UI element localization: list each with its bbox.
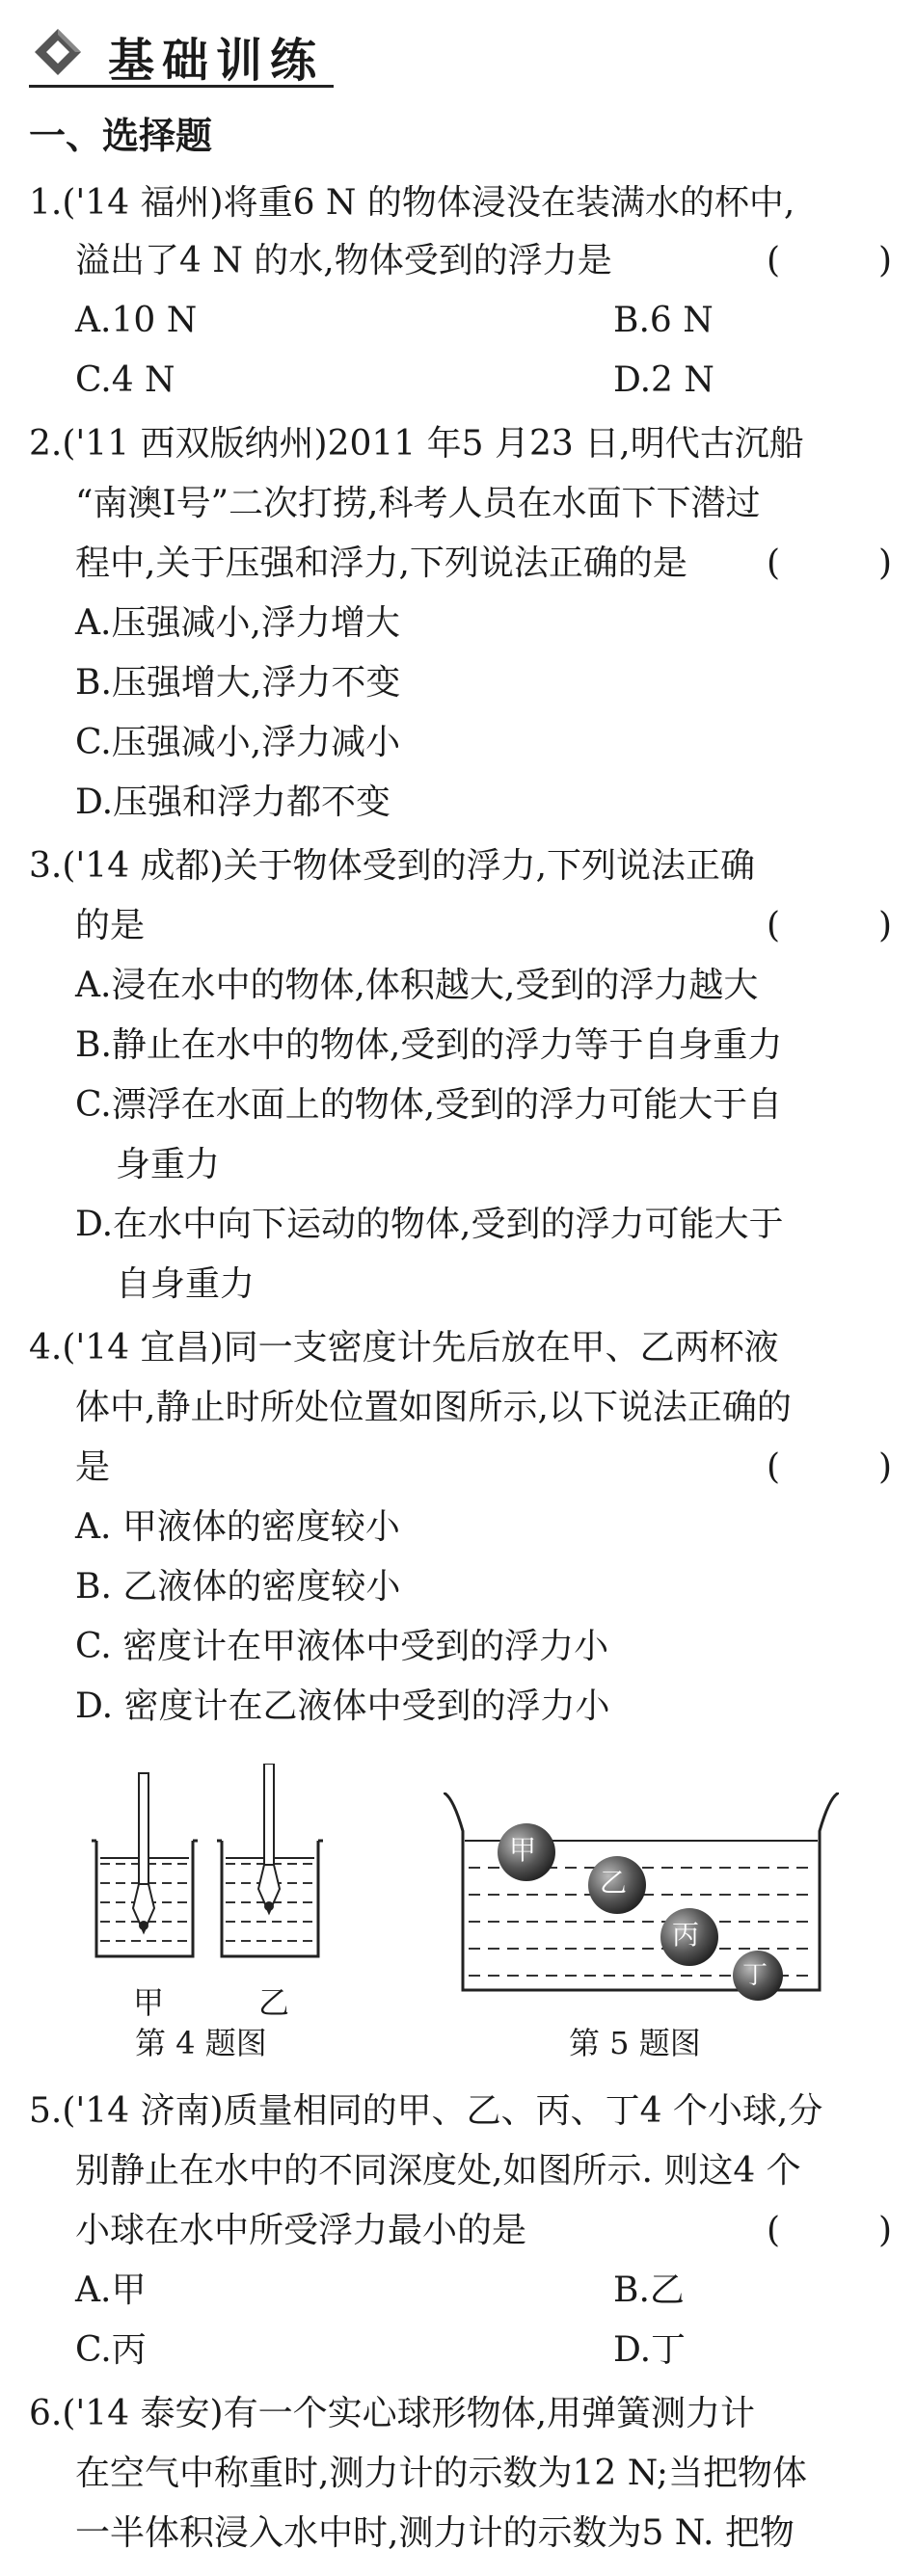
blank-open: ( — [767, 1447, 781, 1487]
q3-option-c[interactable]: C.漂浮在水面上的物体,受到的浮力可能大于自 — [75, 1085, 783, 1125]
fig4-label-jia: 甲 — [133, 1984, 165, 2021]
q6-line-2: 在空气中称重时,测力计的示数为12 N;当把物体 — [75, 2454, 808, 2493]
fig4-caption: 第 4 题图 — [135, 2025, 267, 2061]
q3-option-c-cont: 身重力 — [116, 1145, 221, 1184]
blank-close: ) — [877, 906, 892, 945]
q5-option-b[interactable]: B.乙 — [613, 2271, 685, 2310]
q2-line-1: 2.('11 西双版纳州)2011 年5 月23 日,明代古沉船 — [29, 424, 804, 464]
q3-option-d[interactable]: D.在水中向下运动的物体,受到的浮力可能大于 — [75, 1205, 784, 1244]
q5-line-2: 别静止在水中的不同深度处,如图所示. 则这4 个 — [75, 2151, 801, 2191]
q3-option-b[interactable]: B.静止在水中的物体,受到的浮力等于自身重力 — [75, 1025, 783, 1065]
q2-option-b[interactable]: B.压强增大,浮力不变 — [75, 663, 401, 703]
q5-line-1: 5.('14 济南)质量相同的甲、乙、丙、丁4 个小球,分 — [29, 2091, 823, 2131]
blank-close: ) — [877, 241, 892, 280]
blank-open: ( — [767, 544, 781, 583]
q2-option-a[interactable]: A.压强减小,浮力增大 — [75, 603, 400, 643]
q1-line-1: 1.('14 福州)将重6 N 的物体浸没在装满水的杯中, — [29, 183, 795, 223]
q2-option-c[interactable]: C.压强减小,浮力减小 — [75, 723, 401, 762]
q4-option-a[interactable]: A. 甲液体的密度较小 — [75, 1507, 400, 1547]
q4-option-b[interactable]: B. 乙液体的密度较小 — [75, 1567, 401, 1607]
q6-line-3: 一半体积浸入水中时,测力计的示数为5 N. 把物 — [75, 2513, 795, 2553]
blank-open: ( — [767, 2211, 781, 2250]
q3-option-d-cont: 自身重力 — [116, 1264, 256, 1304]
header-title: 基础训练 — [108, 34, 325, 88]
blank-close: ) — [877, 2211, 892, 2250]
fig5-ball-label-jia: 甲 — [509, 1834, 537, 1866]
blank-close: ) — [877, 1447, 892, 1487]
q4-line-2: 体中,静止时所处位置如图所示,以下说法正确的 — [75, 1388, 792, 1427]
q1-option-d[interactable]: D.2 N — [613, 360, 714, 400]
q2-option-d[interactable]: D.压强和浮力都不变 — [75, 783, 391, 822]
q4-option-c[interactable]: C. 密度计在甲液体中受到的浮力小 — [75, 1627, 609, 1666]
fig5-balls — [444, 1793, 839, 2014]
q3-line-1: 3.('14 成都)关于物体受到的浮力,下列说法正确 — [29, 846, 756, 886]
blank-close: ) — [877, 544, 892, 583]
fig5-ball-label-yi: 乙 — [600, 1867, 628, 1899]
q5-option-d[interactable]: D.丁 — [613, 2330, 687, 2370]
q2-line-2: “南澳Ⅰ号”二次打捞,科考人员在水面下下潜过 — [75, 484, 761, 523]
q4-option-d[interactable]: D. 密度计在乙液体中受到的浮力小 — [75, 1686, 610, 1726]
q1-line-2: 溢出了4 N 的水,物体受到的浮力是 — [75, 241, 612, 280]
q5-option-a[interactable]: A.甲 — [75, 2271, 147, 2310]
q5-line-3: 小球在水中所受浮力最小的是 — [75, 2211, 527, 2250]
q4-line-3: 是 — [75, 1447, 111, 1487]
q1-option-c[interactable]: C.4 N — [75, 360, 175, 400]
q6-line-1: 6.('14 泰安)有一个实心球形物体,用弹簧测力计 — [29, 2394, 756, 2433]
fig5-caption: 第 5 题图 — [569, 2025, 701, 2061]
q1-option-a[interactable]: A.10 N — [75, 301, 198, 340]
fig4-diagram — [77, 1764, 328, 1985]
blank-open: ( — [767, 241, 781, 280]
fig4-label-yi: 乙 — [258, 1984, 290, 2021]
q3-line-2: 的是 — [75, 906, 146, 945]
q5-option-c[interactable]: C.丙 — [75, 2330, 147, 2370]
section-title: 一、选择题 — [29, 115, 213, 157]
beaker-jia — [92, 1773, 198, 1956]
q1-option-b[interactable]: B.6 N — [613, 301, 714, 340]
q2-line-3: 程中,关于压强和浮力,下列说法正确的是 — [75, 544, 687, 583]
diamond-icon — [33, 27, 83, 77]
blank-open: ( — [767, 906, 781, 945]
fig5-ball-label-ding: 丁 — [742, 1961, 768, 1990]
section-header — [29, 17, 334, 88]
fig5-ball-label-bing: 丙 — [672, 1919, 700, 1951]
q3-option-a[interactable]: A.浸在水中的物体,体积越大,受到的浮力越大 — [75, 966, 759, 1005]
beaker-yi — [217, 1764, 323, 1956]
q4-line-1: 4.('14 宜昌)同一支密度计先后放在甲、乙两杯液 — [29, 1328, 779, 1368]
